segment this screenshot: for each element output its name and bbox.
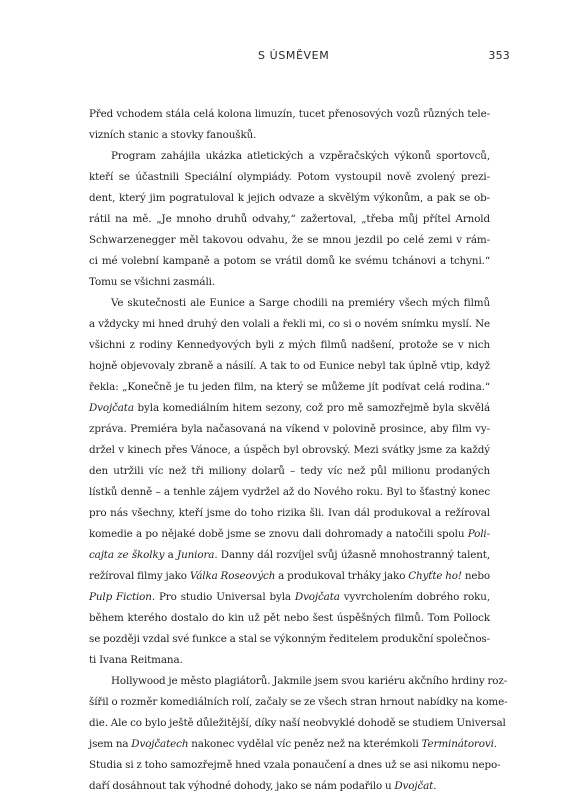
italic-title: Poli-	[467, 528, 490, 540]
text-line	[89, 398, 490, 419]
text-line	[89, 587, 490, 608]
text-line: hojně objevovaly zbraně a násilí. A tak to od Eunice nebyl tak úplně vtip, když	[89, 360, 490, 372]
text-line: Před vchodem stála celá kolona limuzín, tucet přenosových vozů různých tele-	[89, 108, 490, 120]
text-run: jsem na	[89, 738, 132, 750]
italic-title: Dvojčata	[89, 402, 134, 414]
text-line	[89, 545, 490, 566]
text-line: všichni z rodiny Kennedyových byli z mých filmů nadšení, protože se v nich	[89, 339, 490, 351]
text-run: . Pro studio Universal byla	[151, 591, 295, 603]
text-line: lístků denně – a tenhle zájem vydržel až do Nového roku. Byl to šťastný konec	[89, 486, 490, 498]
text-line	[89, 734, 497, 755]
text-line: kteří se účastnili Speciální olympiády. Potom vystoupil nově zvolený prezi-	[89, 171, 490, 183]
text-line: dent, který jim pogratuloval k jejich odvaze a skvělým výkonům, a pak se ob-	[89, 192, 490, 204]
body-text	[89, 104, 508, 797]
text-line: držel v kinech přes Vánoce, a úspěch byl obrovský. Mezi svátky jsme za každý	[89, 444, 490, 456]
text-line: vizních stanic a stovky fanoušků.	[89, 129, 257, 141]
running-head	[0, 49, 567, 65]
text-run: nebo	[461, 570, 490, 582]
text-line	[89, 776, 490, 797]
text-line: Tomu se všichni zasmáli.	[89, 276, 215, 288]
text-run: byla komediálním hitem sezony, což pro mě samozřejmě byla skvělá	[133, 402, 490, 414]
italic-title: Dvojčata	[294, 591, 340, 603]
italic-title: Dvojčatech	[131, 738, 189, 750]
text-line: Program zahájila ukázka atletických a vzpěračských výkonů sportovců,	[111, 150, 490, 162]
text-line: Ve skutečnosti ale Eunice a Sarge chodili na premiéry všech mých filmů	[111, 297, 490, 309]
text-line: rátil na mě. „Je mnoho druhů odvahy,“ zažertoval, „třeba můj přítel Arnold	[89, 213, 490, 225]
text-line: die. Ale co bylo ještě důležitější, díky naší neobvyklé dohodě se studiem Universal	[89, 717, 506, 729]
text-line	[89, 524, 490, 545]
text-line: pro nás všechny, kteří jsme do toho rizika šli. Ivan dál produkoval a režíroval	[89, 507, 490, 519]
text-run: nakonec vydělal víc peněz než na kterémkoli	[188, 738, 422, 750]
text-line: ti Ivana Reitmana.	[89, 654, 183, 666]
text-line: šířil o rozměr komediálních rolí, začaly se ze všech stran hrnout nabídky na kome-	[89, 696, 508, 708]
italic-title: cajta ze školky	[89, 549, 165, 561]
text-line: během kterého dostalo do kin už pět nebo šest úspěšných filmů. Tom Pollock	[89, 612, 490, 624]
text-line: Studia si z toho samozřejmě hned vzala ponaučení a dnes už se asi nikomu nepo-	[89, 759, 501, 771]
text-run: . Danny dál rozvíjel svůj úžasně mnohostranný talent,	[214, 549, 490, 561]
italic-title: Juniora	[177, 549, 215, 561]
text-line: řekla: „Konečně je tu jeden film, na který se můžeme jít podívat celá rodina.“	[89, 381, 490, 393]
text-line: se později vzdal své funkce a stal se výkonným ředitelem produkční společnos-	[89, 633, 490, 645]
text-run: a	[164, 549, 178, 561]
text-run: daří dosáhnout tak výhodné dohody, jako se nám podařilo u	[89, 780, 395, 792]
text-line: zpráva. Premiéra byla načasovaná na víkend v polovině prosince, aby film vy-	[89, 423, 490, 435]
text-line: den utržili víc než tři miliony dolarů – tedy víc než půl milionu prodaných	[89, 465, 490, 477]
running-title: S ÚSMĚVEM	[258, 49, 330, 62]
text-run: režíroval filmy jako	[89, 570, 190, 582]
text-run: vyvrcholením dobrého roku,	[339, 591, 490, 603]
text-line: Hollywood je město plagiátorů. Jakmile jsem svou kariéru akčního hrdiny roz-	[111, 675, 508, 687]
page-number: 353	[488, 49, 510, 62]
text-run: .	[433, 780, 437, 792]
italic-title: Pulp Fiction	[89, 591, 152, 603]
text-line: a vždycky mi hned druhý den volali a řekli mi, co si o novém snímku myslí. Ne	[89, 318, 490, 330]
text-run: .	[493, 738, 497, 750]
text-run: komedie a po nějaké době jsme se znovu dali dohromady a natočili spolu	[89, 528, 468, 540]
italic-title: Terminátorovi	[421, 738, 494, 750]
text-line: Schwarzenegger měl takovou odvahu, že se mnou jezdil po celé zemi v rám-	[89, 234, 490, 246]
italic-title: Chyťte ho!	[408, 570, 462, 582]
italic-title: Dvojčat	[394, 780, 434, 792]
text-run: a produkoval trháky jako	[275, 570, 409, 582]
text-line: ci mé volební kampaně a potom se vrátil domů ke svému tchánovi a tchyni.“	[89, 255, 490, 267]
italic-title: Válka Roseových	[189, 570, 276, 582]
text-line	[89, 566, 490, 587]
